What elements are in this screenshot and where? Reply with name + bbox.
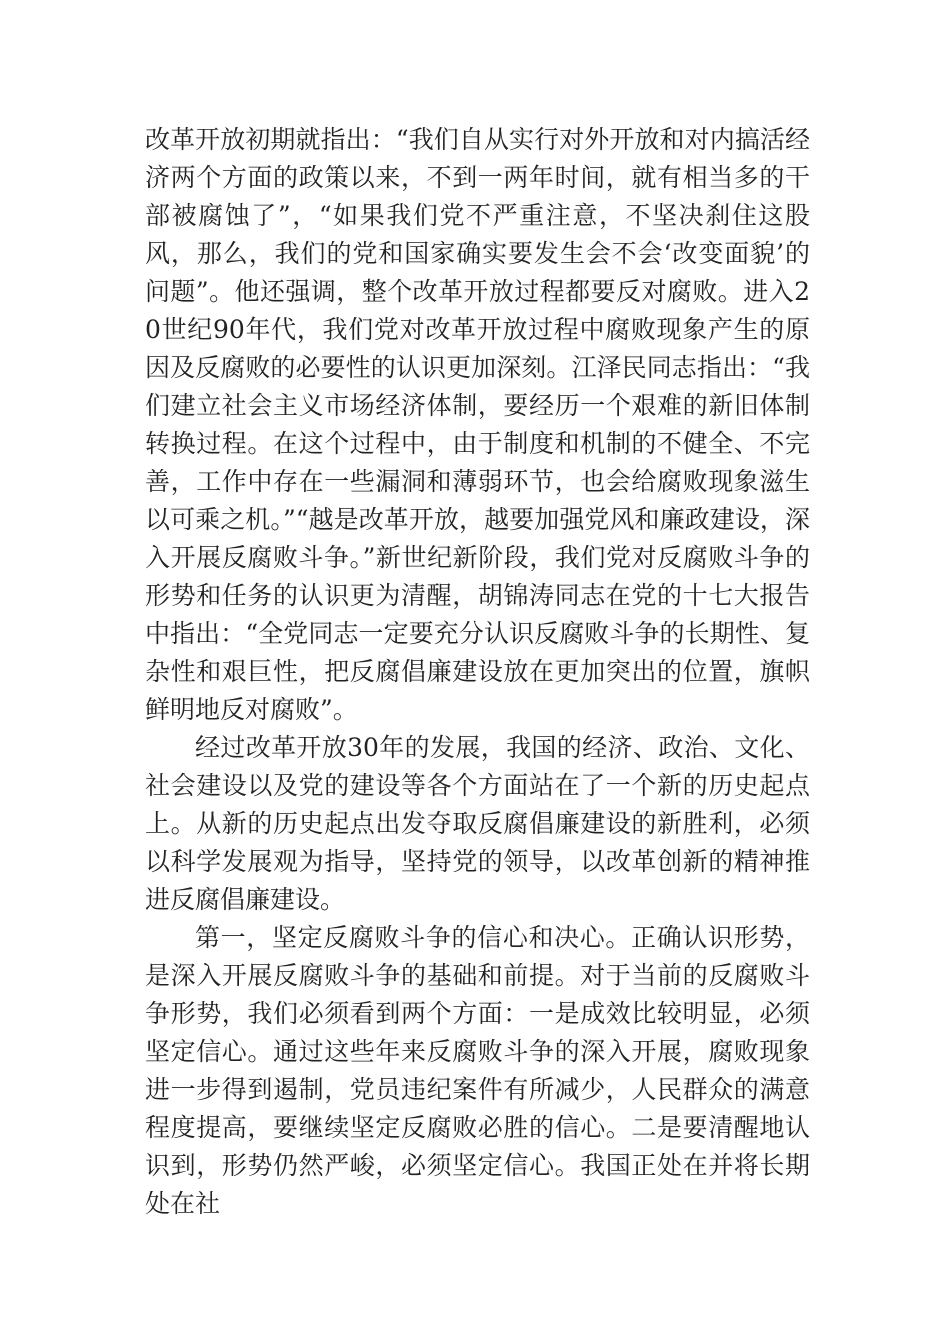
paragraph-2: 经过改革开放30年的发展，我国的经济、政治、文化、社会建设以及党的建设等各个方面站在了一个新的历史起点上。从新的历史起点出发夺取反腐倡廉建设的新胜利，必须以科学发展观为指导，坚持党的领导，以改革创新的精神推进反腐倡廉建设。 [145,733,810,914]
body-text [145,121,810,1223]
paragraph-3: 第一，坚定反腐败斗争的信心和决心。正确认识形势，是深入开展反腐败斗争的基础和前提。对于当前的反腐败斗争形势，我们必须看到两个方面：一是成效比较明显，必须坚定信心。通过这些年来反腐败斗争的深入开展，腐败现象进一步得到遏制，党员违纪案件有所减少，人民群众的满意程度提高，要继续坚定反腐败必胜的信心。二是要清醒地认识到，形势仍然严峻，必须坚定信心。我国正处在并将长期处在社 [145,923,810,1218]
paragraph-1: 改革开放初期就指出：“我们自从实行对外开放和对内搞活经济两个方面的政策以来，不到一两年时间，就有相当多的干部被腐蚀了”，“如果我们党不严重注意，不坚决刹住这股风，那么，我们的党和国家确实要发生会不会‘改变面貌’的问题”。他还强调，整个改革开放过程都要反对腐败。进入20世纪90年代，我们党对改革开放过程中腐败现象产生的原因及反腐败的必要性的认识更加深刻。江泽民同志指出：“我们建立社会主义市场经济体制，要经历一个艰难的新旧体制转换过程。在这个过程中，由于制度和机制的不健全、不完善，工作中存在一些漏洞和薄弱环节，也会给腐败现象滋生以可乘之机。”“越是改革开放，越要加强党风和廉政建设，深入开展反腐败斗争。”新世纪新阶段，我们党对反腐败斗争的形势和任务的认识更为清醒，胡锦涛同志在党的十七大报告中指出：“全党同志一定要充分认识反腐败斗争的长期性、复杂性和艰巨性，把反腐倡廉建设放在更加突出的位置，旗帜鲜明地反对腐败”。 [145,125,810,724]
